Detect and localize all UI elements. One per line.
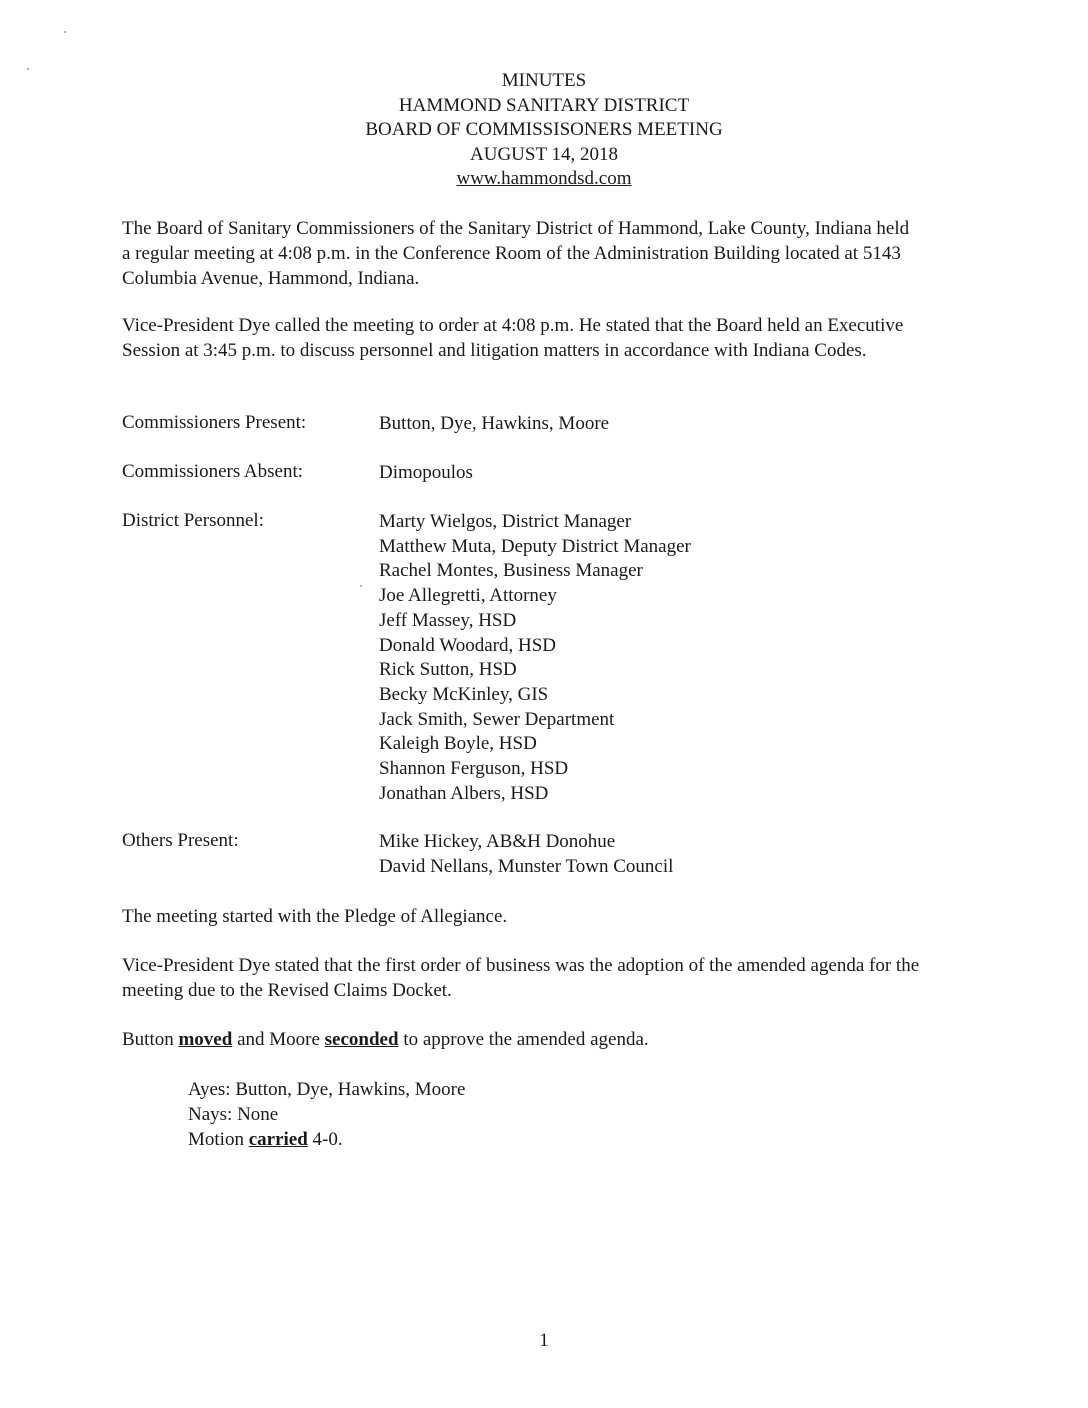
personnel-list xyxy=(379,510,691,806)
header-date: AUGUST 14, 2018 xyxy=(470,143,618,165)
first-order-paragraph: Vice-President Dye stated that the first order of business was the adoption of the amended agenda for the meeting due to the Revised Claims Docket. xyxy=(122,955,920,1001)
others-item: Mike Hickey, AB&H Donohue xyxy=(379,831,616,852)
vote-nays: Nays: None xyxy=(188,1104,279,1125)
personnel-item: Matthew Muta, Deputy District Manager xyxy=(379,535,691,557)
scan-speck xyxy=(64,31,66,33)
vote-motion-prefix: Motion xyxy=(188,1129,244,1150)
absent-value: Dimopoulos xyxy=(379,462,473,483)
personnel-label: District Personnel: xyxy=(122,510,264,531)
scan-speck xyxy=(360,585,362,587)
present-value: Button, Dye, Hawkins, Moore xyxy=(379,413,610,434)
personnel-item: Kaleigh Boyle, HSD xyxy=(379,733,537,755)
header-organization: HAMMOND SANITARY DISTRICT xyxy=(398,94,690,116)
motion-and: and Moore xyxy=(237,1029,320,1050)
intro-paragraph: The Board of Sanitary Commissioners of the Sanitary District of Hammond, Lake County, Indiana held a regular meeting at 4:08 p.m. in the Conference Room of the Administration Building located at 5143 Columbia Avenue, Hammond, Indiana. xyxy=(122,218,910,289)
vote-result xyxy=(188,1127,465,1152)
personnel-item: Jonathan Albers, HSD xyxy=(379,782,549,804)
personnel-item: Shannon Ferguson, HSD xyxy=(379,758,569,780)
personnel-item: Rachel Montes, Business Manager xyxy=(379,560,643,582)
header-website-link[interactable]: www.hammondsd.com xyxy=(456,168,632,189)
motion-paragraph xyxy=(122,1027,922,1052)
moved-keyword: moved xyxy=(178,1029,233,1050)
personnel-item: Jeff Massey, HSD xyxy=(379,609,517,631)
seconded-keyword: seconded xyxy=(324,1029,399,1050)
motion-rest: to approve the amended agenda. xyxy=(403,1029,649,1050)
carried-keyword: carried xyxy=(248,1129,308,1150)
pledge-paragraph: The meeting started with the Pledge of Allegiance. xyxy=(122,906,508,927)
vote-block xyxy=(188,1077,465,1152)
present-label: Commissioners Present: xyxy=(122,412,307,433)
call-to-order-paragraph: Vice-President Dye called the meeting to order at 4:08 p.m. He stated that the Board held an Executive Session at 3:45 p.m. to discuss personnel and litigation matters in accordance with Indiana Codes. xyxy=(122,315,904,361)
absent-label: Commissioners Absent: xyxy=(122,461,304,482)
personnel-item: Jack Smith, Sewer Department xyxy=(379,708,615,730)
header-title: MINUTES xyxy=(501,70,587,91)
motion-mover: Button xyxy=(122,1029,174,1050)
personnel-item: Donald Woodard, HSD xyxy=(379,634,557,656)
personnel-item: Rick Sutton, HSD xyxy=(379,659,517,681)
vote-ayes: Ayes: Button, Dye, Hawkins, Moore xyxy=(188,1079,466,1100)
personnel-item: Joe Allegretti, Attorney xyxy=(379,585,557,607)
personnel-item: Marty Wielgos, District Manager xyxy=(379,511,632,532)
page-number: 1 xyxy=(539,1330,549,1351)
header-meeting-type: BOARD OF COMMISSISONERS MEETING xyxy=(365,119,723,140)
others-list xyxy=(379,830,673,879)
vote-tally: 4-0. xyxy=(312,1129,343,1150)
others-label: Others Present: xyxy=(122,830,239,851)
others-item: David Nellans, Munster Town Council xyxy=(379,855,674,877)
personnel-item: Becky McKinley, GIS xyxy=(379,683,549,705)
document-header xyxy=(0,69,1088,192)
